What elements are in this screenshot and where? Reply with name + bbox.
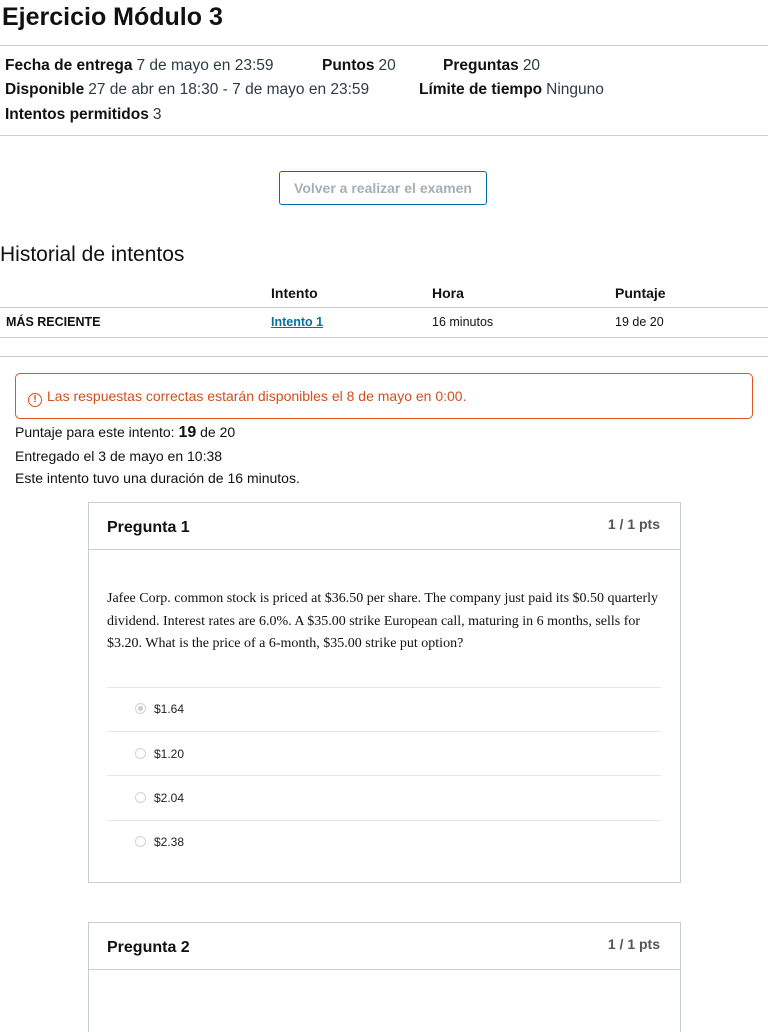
- question-points: 1 / 1 pts: [607, 936, 660, 952]
- answer-radio[interactable]: [135, 748, 146, 759]
- questions-label: Preguntas: [443, 57, 519, 74]
- due-value: 7 de mayo en 23:59: [136, 57, 274, 74]
- question-1-card: [88, 502, 681, 883]
- time-limit-value: Ninguno: [546, 81, 604, 98]
- answer-label: $2.04: [154, 791, 185, 805]
- time-limit: [419, 81, 604, 99]
- answer-label: $2.38: [154, 835, 185, 849]
- attempts-value: 3: [152, 106, 162, 123]
- allowed-attempts: [5, 106, 161, 124]
- availability: [5, 81, 369, 99]
- answers-availability-alert: [15, 373, 753, 419]
- divider: [0, 356, 768, 357]
- page-title: Ejercicio Módulo 3: [2, 3, 223, 31]
- answer-divider: [107, 731, 661, 732]
- answer-label: $1.64: [154, 702, 185, 716]
- question-points: 1 / 1 pts: [607, 516, 660, 532]
- question-2-card: [88, 922, 681, 1032]
- answer-radio-selected[interactable]: [135, 703, 146, 714]
- question-header: [89, 923, 680, 970]
- points-value: 20: [378, 57, 396, 74]
- attempt-score: 19 de 20: [615, 315, 664, 329]
- available-value: 27 de abr en 18:30 - 7 de mayo en 23:59: [88, 81, 370, 98]
- question-header: [89, 503, 680, 550]
- score-suffix: de 20: [200, 424, 236, 440]
- table-divider: [0, 337, 768, 338]
- most-recent-label: MÁS RECIENTE: [6, 315, 101, 329]
- attempt-time: 16 minutos: [432, 315, 494, 329]
- answer-radio[interactable]: [135, 792, 146, 803]
- points-label: Puntos: [322, 57, 375, 74]
- divider: [0, 135, 768, 136]
- answer-divider: [107, 820, 661, 821]
- attempt-1-link[interactable]: Intento 1: [271, 315, 324, 329]
- question-title: Pregunta 1: [107, 519, 190, 536]
- retake-quiz-button[interactable]: Volver a realizar el examen: [279, 171, 487, 205]
- table-divider: [0, 307, 768, 308]
- attempt-history-title: Historial de intentos: [0, 243, 185, 266]
- question-title: Pregunta 2: [107, 939, 190, 956]
- column-header-time: Hora: [432, 285, 464, 301]
- warning-circle-icon: !: [28, 393, 42, 407]
- score-prefix: Puntaje para este intento:: [15, 424, 175, 440]
- answer-divider: [107, 775, 661, 776]
- attempts-label: Intentos permitidos: [5, 106, 149, 123]
- time-limit-label: Límite de tiempo: [419, 81, 543, 98]
- attempt-score-summary: [15, 424, 235, 442]
- answer-radio[interactable]: [135, 836, 146, 847]
- column-header-attempt: Intento: [271, 285, 318, 301]
- questions-value: 20: [522, 57, 541, 74]
- submitted-date: Entregado el 3 de mayo en 10:38: [15, 448, 223, 464]
- attempt-duration: Este intento tuvo una duración de 16 minutos.: [15, 470, 300, 486]
- divider: [0, 45, 768, 46]
- answer-divider: [107, 687, 661, 688]
- column-header-score: Puntaje: [615, 285, 666, 301]
- available-label: Disponible: [5, 81, 85, 98]
- question-text: Jafee Corp. common stock is priced at $36.50 per share. The company just paid its $0.50 quarterly dividend. Interest rates are 6.0%. A $35.00 strike European call, maturing in 6 months, sells for $3.20. What is the price of a 6-month, $35.00 strike put option?: [107, 591, 659, 651]
- points: [322, 57, 396, 75]
- score-value: 19: [178, 424, 197, 441]
- alert-text: Las respuestas correctas estarán disponibles el 8 de mayo en 0:00.: [47, 388, 467, 404]
- answer-label: $1.20: [154, 747, 185, 761]
- due-date: [5, 57, 274, 75]
- question-count: [443, 57, 540, 75]
- table-row-attempt: [271, 315, 323, 329]
- due-label: Fecha de entrega: [5, 57, 133, 74]
